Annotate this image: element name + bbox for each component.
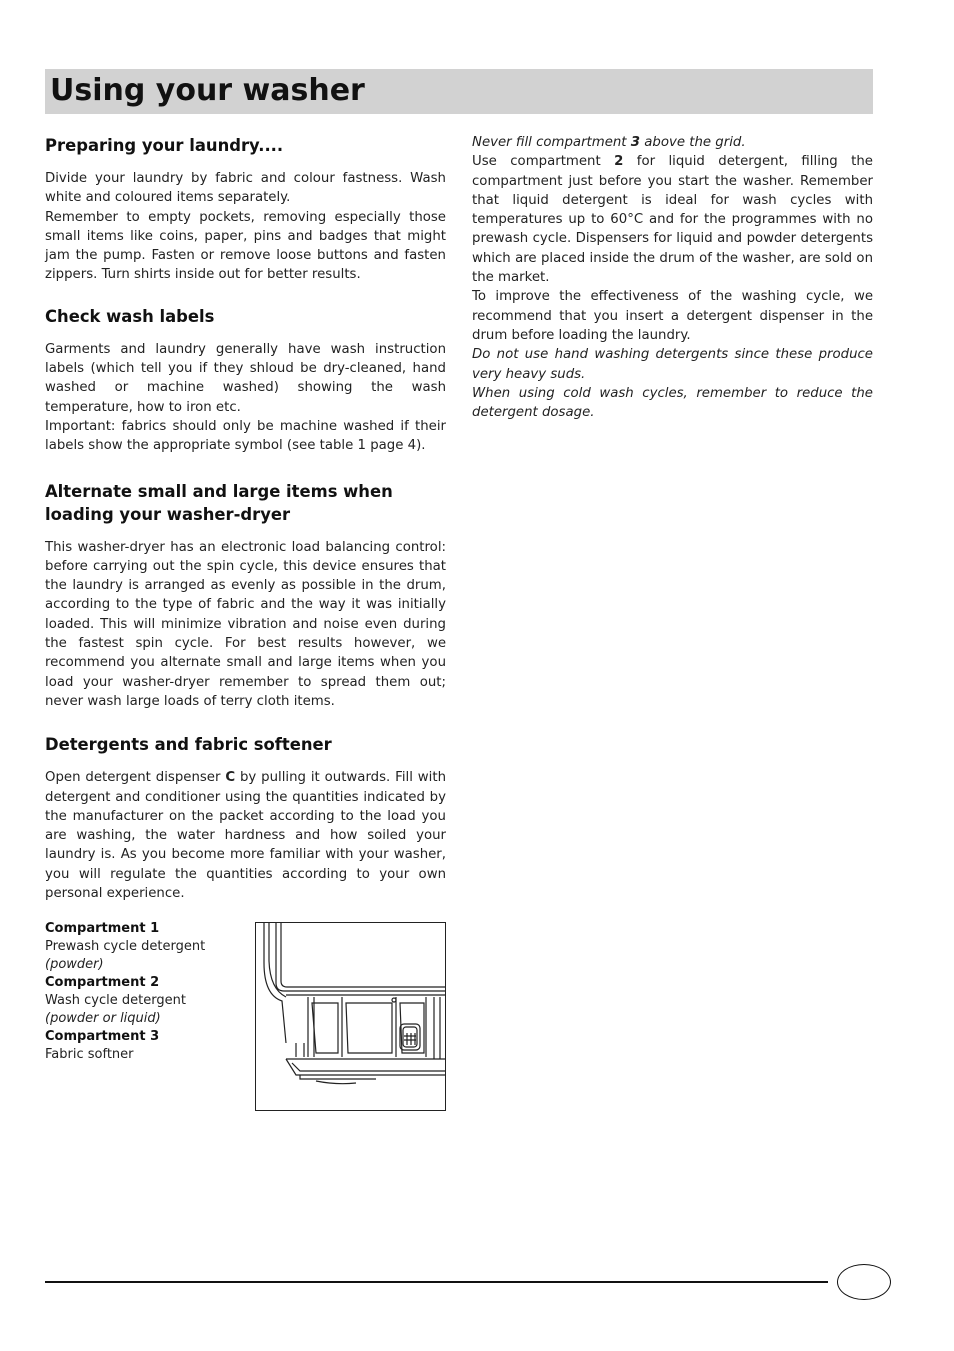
section-labels [45,305,446,456]
para-preparing-1: Divide your laundry by fabric and colour fastness. Wash white and coloured items separately. [45,171,446,206]
right-column [472,133,873,422]
footer-rule [45,1281,828,1283]
dispenser-letter: C [225,770,236,786]
compartment-3-use: Fabric softner [45,1047,134,1062]
compartment-2-use: Wash cycle detergent [45,993,186,1008]
para-labels-1: Garments and laundry generally have wash instruction labels (which tell you if they shloud be dry-cleaned, hand washed or machine washed) showing the wash temperature, how to iron etc. [45,341,446,415]
heading-alternate: Alternate small and large items when loading your washer-dryer [45,481,393,524]
compartment-1-type: (powder) [45,957,104,972]
left-column [45,133,446,903]
title-bar [45,69,873,114]
para-detergents-text-b: by pulling it outwards. Fill with detergent and conditioner using the quantities indicated by the manufacturer on the packet according to the load you are washing, the water hardness and how soiled your laundry is. As you become more familiar with your washer, you will regulate the quantities according to your own personal experience. [45,770,446,902]
page-number-oval [837,1264,891,1300]
para-preparing-2: Remember to empty pockets, removing especially those small items like coins, paper, pins and badges that might jam the pump. Fasten or remove loose buttons and fasten zippers. Turn shirts inside out for better results. [45,209,446,283]
compartment-2-type: (powder or liquid) [45,1011,161,1026]
heading-labels: Check wash labels [45,306,215,326]
compartment-2-number: 2 [614,154,624,170]
para-labels-2: Important: fabrics should only be machine washed if their labels show the appropriate symbol (see table 1 page 4). [45,418,446,454]
page-title: Using your washer [50,73,365,108]
compartment-list [45,920,245,1064]
para-detergents-1 [45,768,446,903]
never-fill-text-a: Never fill compartment [472,135,631,150]
para-cold-wash: When using cold wash cycles, remember to reduce the detergent dosage. [472,385,873,421]
dispenser-drawing [256,923,445,1110]
section-preparing [45,134,446,285]
compartment-3-number: 3 [630,135,641,150]
para-improve: To improve the effectiveness of the washing cycle, we recommend that you insert a detergent dispenser in the drum before loading the laundry. [472,289,873,343]
dispenser-illustration [255,922,446,1111]
section-alternate [45,480,446,712]
compartment-3-name: Compartment 3 [45,1029,160,1044]
heading-preparing: Preparing your laundry.... [45,136,284,155]
compartment-1-use: Prewash cycle detergent [45,939,206,954]
section-detergents [45,733,446,903]
para-never-fill [472,133,873,152]
para-liquid-detergent [472,152,873,287]
para-hand-washing: Do not use hand washing detergents since these produce very heavy suds. [472,347,873,382]
compartment-2-name: Compartment 2 [45,975,160,990]
liquid-text-a: Use compartment [472,154,615,170]
compartment-1-name: Compartment 1 [45,921,160,936]
para-alternate-1: This washer-dryer has an electronic load balancing control: before carrying out the spin cycle, this device ensures that the laundry is arranged as evenly as possible in the drum, according to the type of fabric and the way it was initially loaded. This will minimize vibration and noise even during the fastest spin cycle. For best results however, we recommend you alternate small and large items when you load your washer-dryer remember to spread them out; never wash large loads of terry cloth items. [45,539,446,709]
heading-detergents: Detergents and fabric softener [45,735,332,755]
liquid-text-b: for liquid detergent, filling the compartment just before you start the washer. Remember that liquid detergent is ideal for wash cycles with temperatures up to 60°C and for the programmes with no prewash cycle. Dispensers for liquid and powder detergents which are placed inside the drum of the washer, are sold on the market. [472,154,873,286]
never-fill-text-b: above the grid. [640,135,746,150]
para-detergents-text-a: Open detergent dispenser [45,770,226,786]
